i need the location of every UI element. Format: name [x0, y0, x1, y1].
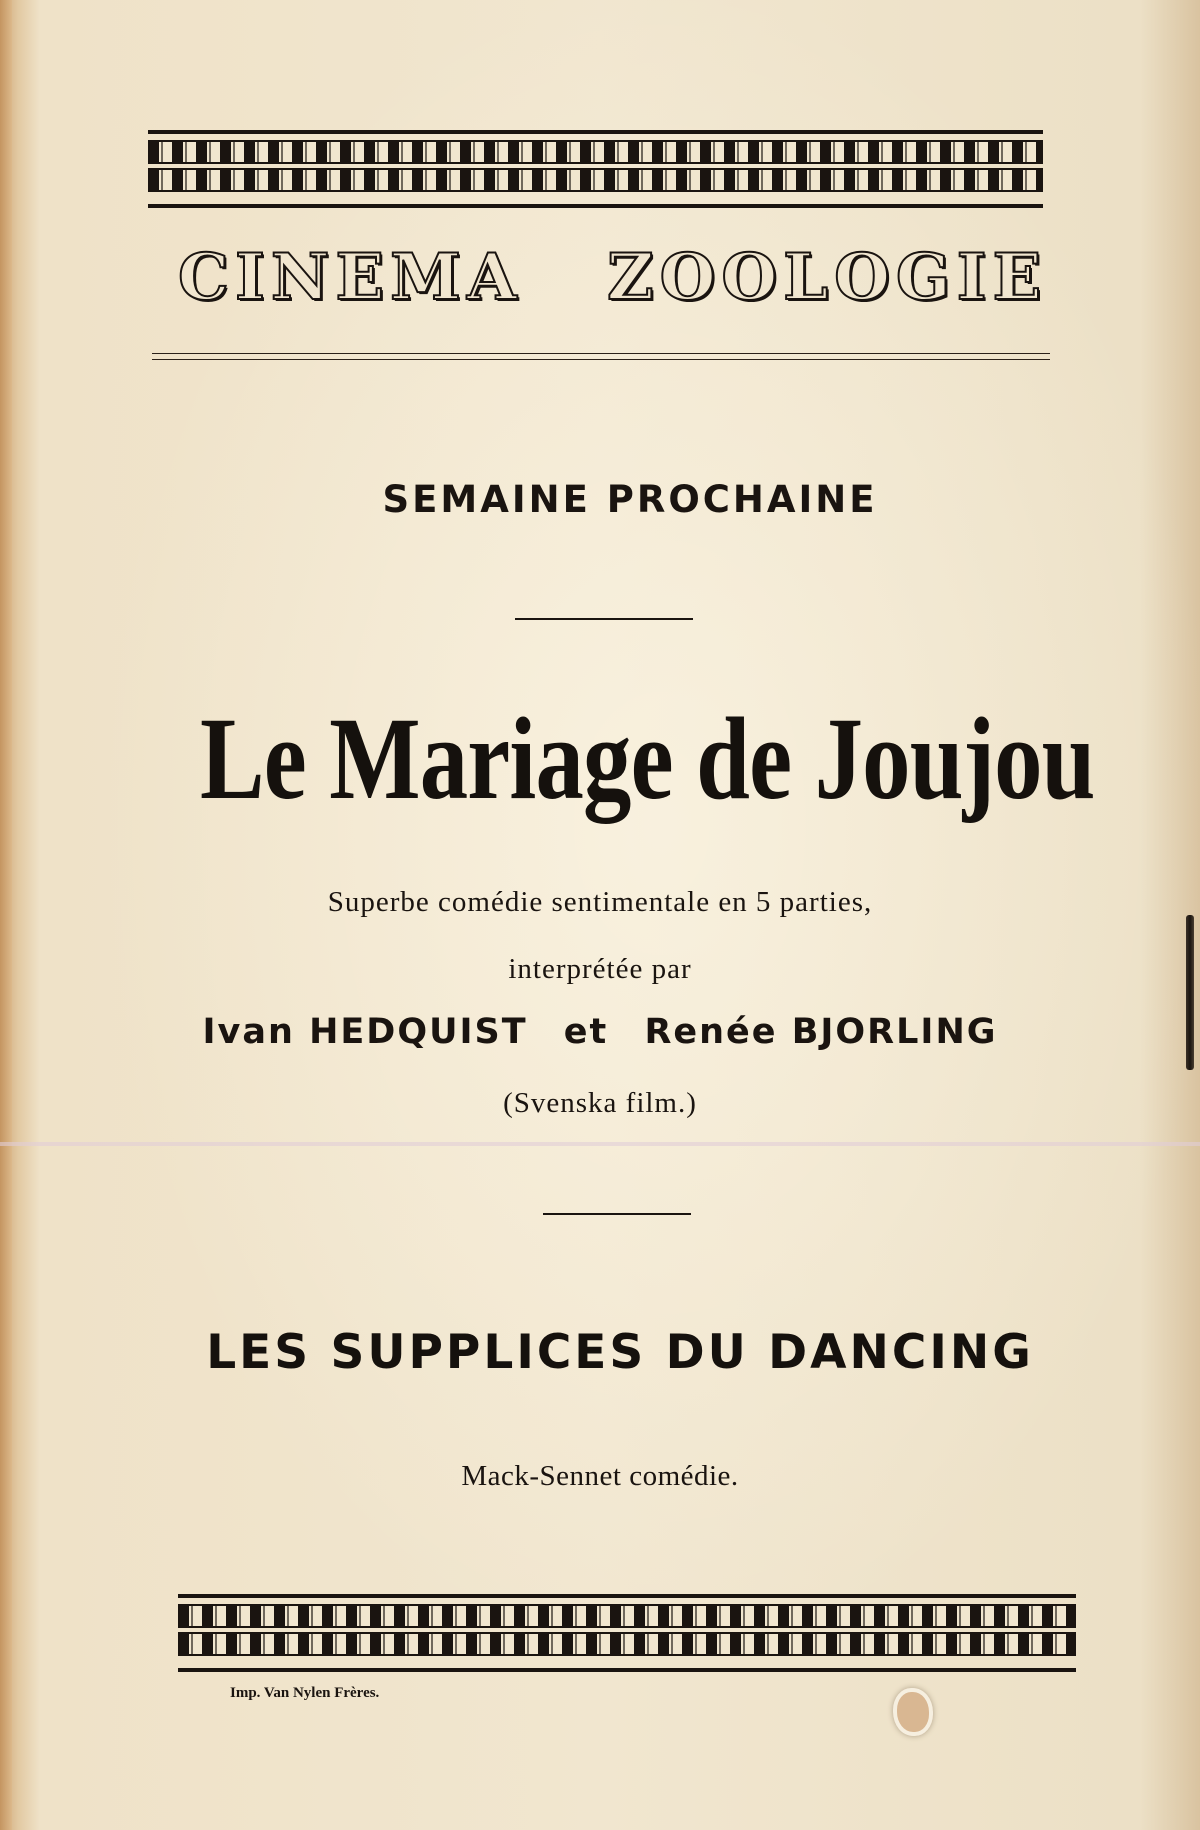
short-divider	[543, 1213, 691, 1215]
double-rule-divider	[152, 353, 1050, 360]
ornament-row	[148, 140, 1043, 164]
feature-description: Superbe comédie sentimentale en 5 parties,	[327, 886, 873, 918]
feature-studio: (Svenska film.)	[503, 1087, 697, 1119]
ornament-row	[148, 168, 1043, 192]
page-edge	[0, 0, 12, 1830]
feature-cast	[150, 1012, 1050, 1052]
short-divider	[515, 618, 693, 620]
second-feature-title: LES SUPPLICES DU DANCING	[206, 1325, 1034, 1380]
ornament-row	[178, 1604, 1076, 1628]
printer-credit: Imp. Van Nylen Frères.	[230, 1685, 380, 1701]
actor-name: Ivan HEDQUIST	[202, 1012, 528, 1052]
feature-title: Le Mariage de Joujou	[200, 693, 1095, 824]
venue-title-word1: CINEMA	[178, 240, 523, 315]
bottom-ornamental-border	[178, 1594, 1076, 1672]
actor-name: Renée BJORLING	[644, 1012, 998, 1052]
venue-title	[150, 240, 1048, 315]
venue-title-word2: ZOOLOGIE	[606, 240, 1048, 315]
top-ornamental-border	[148, 130, 1043, 208]
ornament-row	[178, 1632, 1076, 1656]
torn-punch-hole	[893, 1688, 933, 1736]
feature-interpreted-by: interprétée par	[508, 953, 692, 985]
fold-line	[0, 1142, 1200, 1146]
binding-staple	[1186, 915, 1194, 1070]
second-feature-description: Mack-Sennet comédie.	[461, 1460, 739, 1492]
section-heading: SEMAINE PROCHAINE	[382, 478, 878, 521]
cast-conjunction: et	[563, 1012, 609, 1052]
